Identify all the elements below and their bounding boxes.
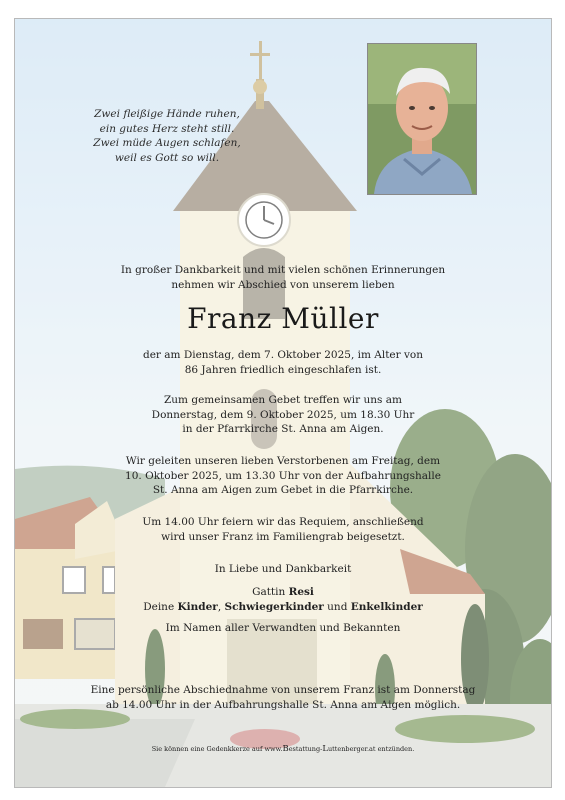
portrait-photo	[367, 43, 477, 195]
requiem-notice	[15, 515, 551, 544]
separator: und	[323, 600, 351, 613]
footer-text: Sie können eine Gedenkkerze auf www.	[151, 745, 283, 753]
children-line	[15, 600, 551, 615]
escort-notice	[15, 454, 551, 498]
escort-line: Wir geleiten unseren lieben Verstorbenen am Freitag, dem	[125, 455, 441, 467]
spouse-prefix: Gattin	[252, 586, 289, 598]
footer-initial: B	[282, 744, 289, 754]
poem-line: Zwei müde Augen schlafen,	[93, 137, 241, 149]
prayer-line: Zum gemeinsamen Gebet treffen wir uns am	[164, 394, 402, 406]
prayer-line: in der Pfarrkirche St. Anna am Aigen.	[182, 423, 384, 435]
grandchildren-label: Enkelkinder	[350, 600, 423, 613]
footer-text: estattung-	[288, 745, 323, 753]
spouse-line	[15, 585, 551, 600]
poem	[67, 107, 267, 165]
footer-initial: L	[322, 744, 328, 754]
prayer-line: Donnerstag, dem 9. Oktober 2025, um 18.30 Uhr	[151, 408, 415, 421]
obituary-card	[14, 18, 552, 788]
others-line: Im Namen aller Verwandten und Bekannten	[165, 622, 401, 634]
children-prefix: Deine	[143, 600, 178, 613]
prayer-notice	[15, 393, 551, 437]
separator: ,	[217, 600, 225, 613]
mourners	[15, 562, 551, 577]
intro-line: nehmen wir Abschied von unserem lieben	[171, 278, 395, 291]
requiem-line: wird unser Franz im Familiengrab beigesetzt.	[161, 530, 405, 543]
escort-line: St. Anna am Aigen zum Gebet in die Pfarrkirche.	[152, 484, 414, 496]
mourners-others	[15, 621, 551, 636]
death-line: 86 Jahren friedlich eingeschlafen ist.	[184, 363, 382, 376]
death-line: der am Dienstag, dem 7. Oktober 2025, im Alter von	[142, 349, 424, 361]
spouse-name: Resi	[288, 586, 314, 598]
intro-text	[15, 263, 551, 292]
deceased-name: Franz Müller	[187, 302, 379, 335]
footer-text: uttenberger.at entzünden.	[327, 745, 415, 753]
poem-line: ein gutes Herz steht still.	[99, 122, 235, 135]
escort-line: 10. Oktober 2025, um 13.30 Uhr von der Aufbahrungshalle	[125, 469, 441, 482]
death-notice	[15, 348, 551, 377]
children-label: Kinder	[177, 600, 218, 613]
intro-line: In großer Dankbarkeit und mit vielen schönen Erinnerungen	[120, 264, 446, 276]
candle-link-footer[interactable]	[15, 744, 551, 754]
mourners-intro: In Liebe und Dankbarkeit	[214, 563, 352, 575]
children-in-law-label: Schwiegerkinder	[224, 600, 324, 613]
mourners-family	[15, 585, 551, 614]
poem-line: weil es Gott so will.	[114, 151, 220, 164]
farewell-line: ab 14.00 Uhr in der Aufbahrungshalle St. Anna am Aigen möglich.	[105, 698, 461, 711]
requiem-line: Um 14.00 Uhr feiern wir das Requiem, anschließend	[142, 516, 424, 528]
farewell-notice	[15, 683, 551, 712]
poem-line: Zwei fleißige Hände ruhen,	[94, 108, 240, 120]
farewell-line: Eine persönliche Abschiednahme von unserem Franz ist am Donnerstag	[90, 684, 476, 696]
